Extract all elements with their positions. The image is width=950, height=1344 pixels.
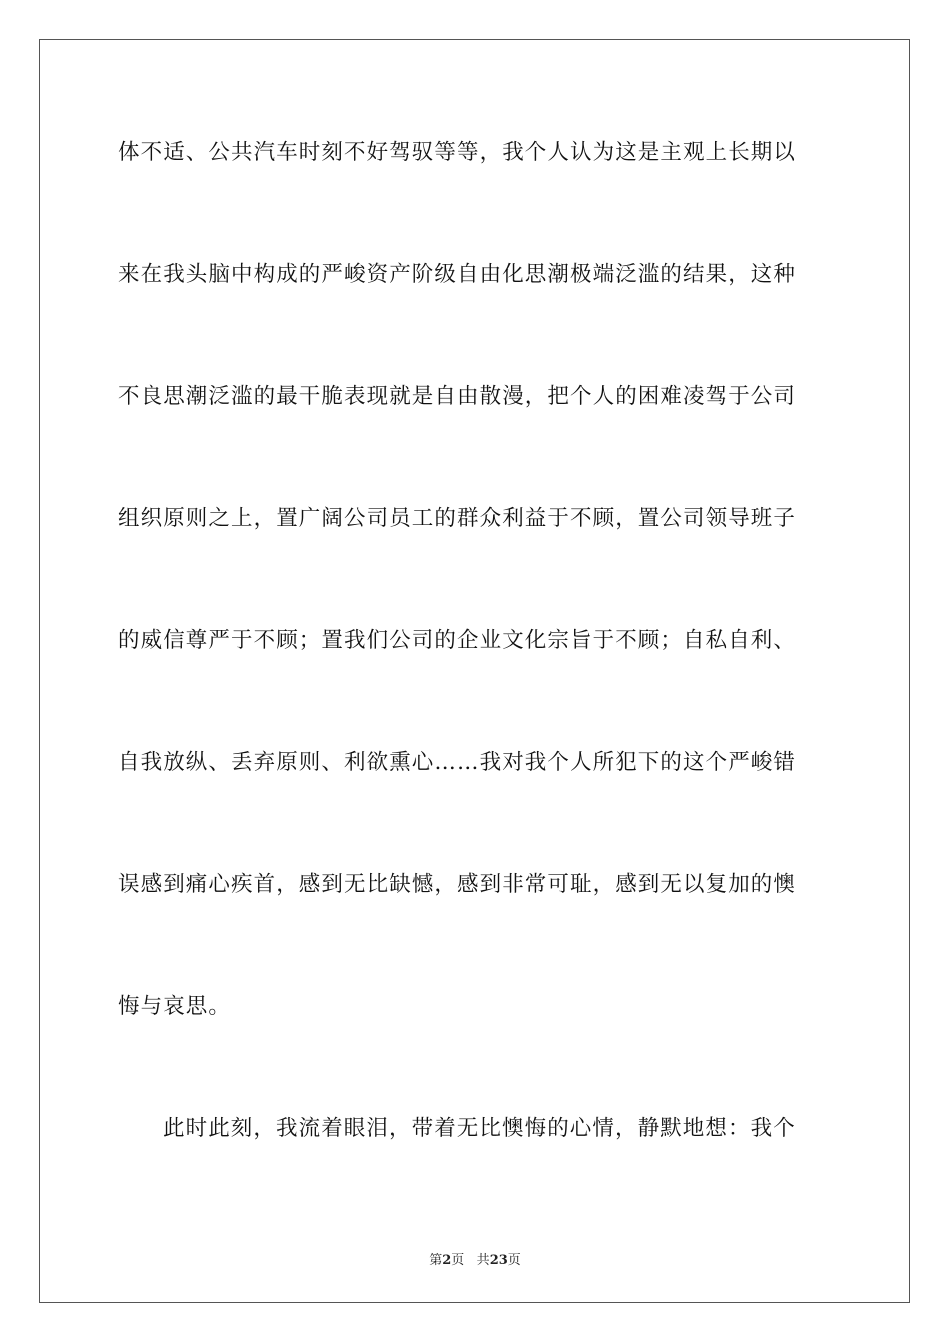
body-text-line: 不良思潮泛滥的最干脆表现就是自由散漫，把个人的困难凌驾于公司 <box>118 384 797 409</box>
body-text-line: 组织原则之上，置广阔公司员工的群众利益于不顾，置公司领导班子 <box>118 506 797 531</box>
body-text-line: 自我放纵、丢弃原则、利欲熏心……我对我个人所犯下的这个严峻错 <box>118 750 797 775</box>
body-text-line: 的威信尊严于不顾；置我们公司的企业文化宗旨于不顾；自私自利、 <box>118 628 797 653</box>
page-label-suffix: 页 <box>451 1253 465 1268</box>
paragraph-first-line: 此时此刻，我流着眼泪，带着无比懊悔的心情，静默地想：我个 <box>163 1116 796 1141</box>
page-footer <box>0 1249 950 1268</box>
body-text-line: 体不适、公共汽车时刻不好驾驭等等，我个人认为这是主观上长期以 <box>118 140 797 165</box>
body-text-line: 误感到痛心疾首，感到无比缺憾，感到非常可耻，感到无以复加的懊 <box>118 872 797 897</box>
total-pages: 23 <box>489 1253 508 1268</box>
total-label-prefix: 共 <box>476 1253 490 1268</box>
total-label-suffix: 页 <box>507 1253 521 1268</box>
page-label-prefix: 第 <box>429 1253 443 1268</box>
page-number: 2 <box>442 1253 452 1268</box>
body-text-line: 来在我头脑中构成的严峻资产阶级自由化思潮极端泛滥的结果，这种 <box>118 262 797 287</box>
page-border <box>39 39 910 1303</box>
body-text-line: 悔与哀思。 <box>118 994 232 1019</box>
